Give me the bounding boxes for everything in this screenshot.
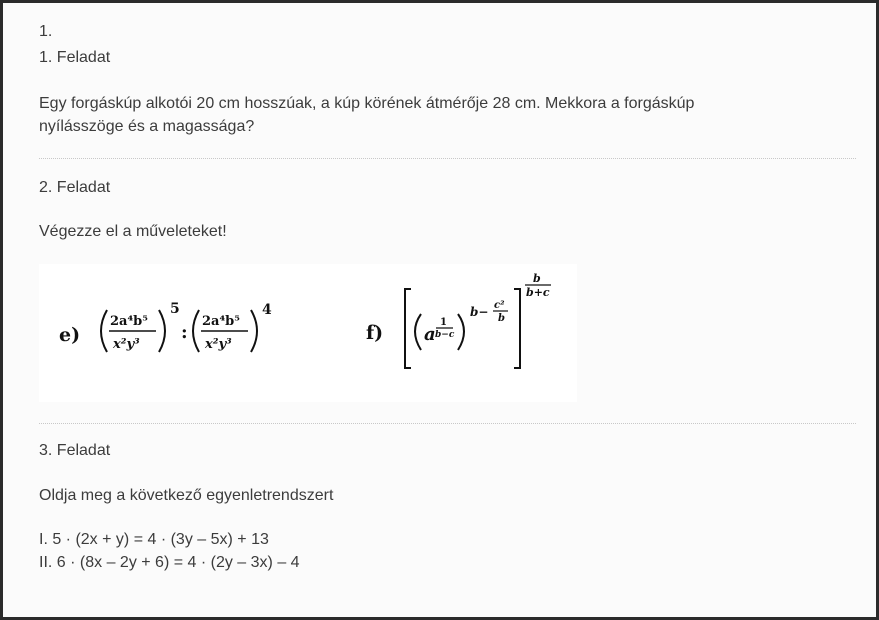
expr-e-paren-open-1: [101, 310, 107, 352]
task1-text-line2: nyílásszöge és a magassága?: [39, 118, 255, 135]
expr-e-exponent-2: 4: [262, 302, 272, 318]
task1-title: 1. Feladat: [39, 49, 111, 66]
expr-f-bracket-open: [405, 289, 411, 368]
expr-f-outer-exponent-denominator: b: [498, 313, 505, 324]
expr-e-label: e): [59, 324, 81, 346]
document-number: 1.: [39, 23, 53, 40]
task3-equation-2: II. 6 · (8x – 2y + 6) = 4 · (2y – 3x) – 4: [39, 554, 300, 571]
expr-f-bracket-exponent-numerator: b: [533, 272, 541, 285]
expr-f-bracket-close: [514, 289, 520, 368]
task3-title: 3. Feladat: [39, 442, 111, 459]
task1-text-line1: Egy forgáskúp alkotói 20 cm hosszúak, a kúp körének átmérője 28 cm. Mekkora a forgáskúp: [39, 95, 695, 112]
task2-formula-image: [39, 264, 577, 402]
expr-e-numerator-1: 2a⁴b⁵: [110, 314, 148, 329]
task2-instruction: Végezze el a műveleteket!: [39, 223, 227, 240]
expr-e-denominator-1: x²y³: [113, 337, 140, 352]
task2-title: 2. Feladat: [39, 179, 111, 196]
expr-f-label: f): [366, 322, 384, 344]
expr-e-denominator-2: x²y³: [205, 337, 232, 352]
task3-equation-1: I. 5 · (2x + y) = 4 · (3y – 5x) + 13: [39, 531, 269, 548]
expr-f-paren-close: [458, 314, 464, 350]
expr-f-bracket-exponent-denominator: b+c: [526, 286, 550, 299]
expr-e-paren-close-2: [251, 310, 257, 352]
expr-e-paren-close-1: [159, 310, 165, 352]
expr-f-outer-exponent-numerator: c²: [494, 300, 505, 311]
expr-e-exponent-1: 5: [170, 301, 180, 317]
expr-e-division-operator: :: [181, 322, 188, 343]
formula-svg: [39, 264, 577, 402]
expr-f-paren-open: [415, 314, 421, 350]
section-divider-1: [39, 158, 856, 159]
expr-f-inner-exponent-numerator: 1: [440, 317, 447, 328]
task3-instruction: Oldja meg a következő egyenletrendszert: [39, 487, 334, 504]
expr-f-inner-exponent-denominator: b−c: [435, 330, 455, 340]
expr-f-outer-exponent-prefix: b−: [470, 305, 489, 319]
expr-e-paren-open-2: [193, 310, 199, 352]
expr-e-numerator-2: 2a⁴b⁵: [202, 314, 240, 329]
expr-f-base: a: [424, 324, 436, 345]
document-page: [3, 3, 876, 617]
section-divider-2: [39, 423, 856, 424]
